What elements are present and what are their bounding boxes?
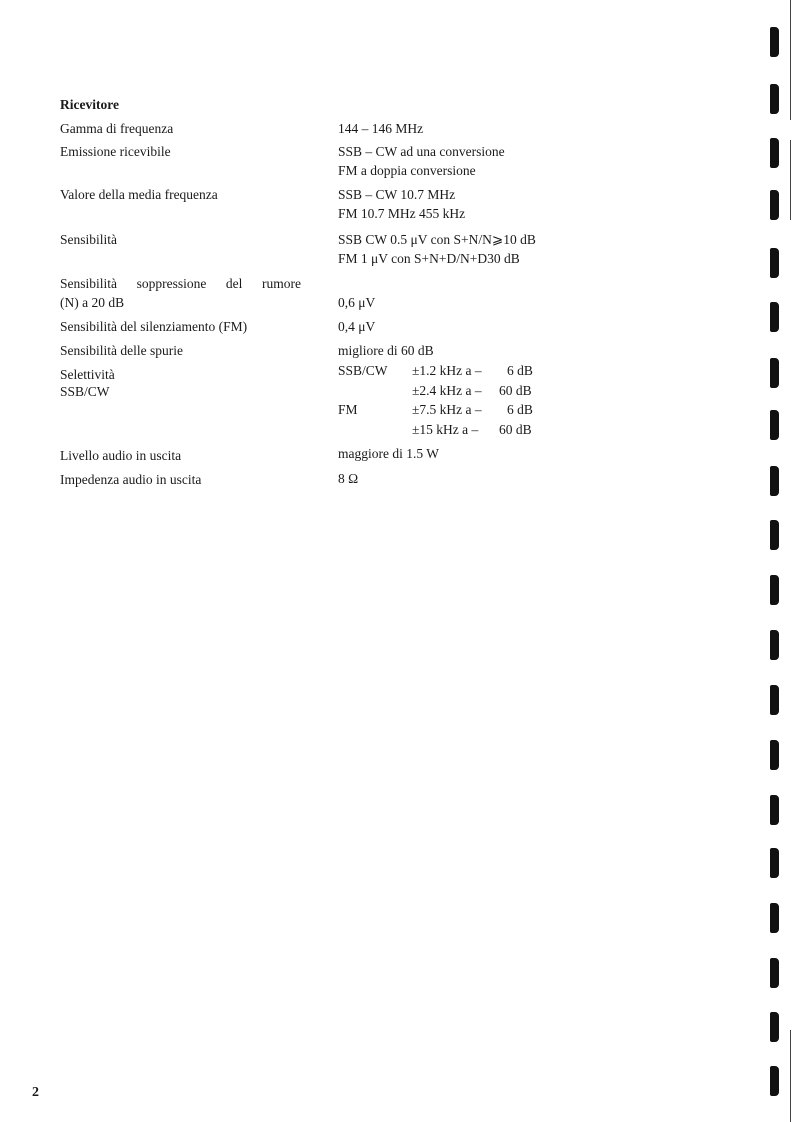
media-value-2: FM 10.7 MHz 455 kHz (338, 206, 466, 221)
selettivita-att-1: 60 dB (499, 383, 532, 398)
media-label: Valore della media frequenza (60, 187, 218, 202)
binding-hole (770, 1012, 779, 1042)
media-value-1: SSB – CW 10.7 MHz (338, 187, 456, 202)
page-edge-line (790, 0, 791, 120)
binding-hole (770, 190, 779, 220)
spurie-label: Sensibilità delle spurie (60, 343, 183, 358)
binding-hole (770, 466, 779, 496)
selettivita-mode-0: SSB/CW (338, 363, 388, 378)
binding-hole (770, 84, 779, 114)
binding-hole (770, 248, 779, 278)
binding-hole (770, 302, 779, 332)
page-number: 2 (32, 1085, 39, 1100)
selettivita-label-2: SSB/CW (60, 384, 110, 399)
soppressione-word-3: del (225, 276, 243, 291)
selettivita-bw-0: ±1.2 kHz a – (412, 363, 482, 378)
soppressione-word-4: rumore (261, 276, 301, 291)
binding-hole (770, 358, 779, 388)
gamma-label: Gamma di frequenza (60, 121, 174, 136)
selettivita-label-1: Selettività (60, 367, 115, 382)
binding-hole (770, 958, 779, 988)
silenziamento-value: 0,4 μV (338, 319, 376, 334)
binding-hole (770, 410, 779, 440)
selettivita-bw-3: ±15 kHz a – (412, 422, 479, 437)
binding-hole (770, 27, 779, 57)
selettivita-att-3: 60 dB (499, 422, 532, 437)
page-edge-line (790, 140, 791, 220)
page-edge-line (790, 1030, 791, 1122)
impedenza-label: Impedenza audio in uscita (60, 472, 202, 487)
binding-strip (762, 0, 793, 1122)
sensibilita-label: Sensibilità (60, 232, 117, 247)
binding-hole (770, 1066, 779, 1096)
section-title: Ricevitore (60, 97, 119, 112)
livello-value: maggiore di 1.5 W (338, 446, 439, 461)
selettivita-mode-2: FM (338, 402, 358, 417)
spurie-value: migliore di 60 dB (338, 343, 434, 358)
sensibilita-value-2: FM 1 μV con S+N+D/N+D30 dB (338, 251, 520, 266)
selettivita-bw-2: ±7.5 kHz a – (412, 402, 482, 417)
livello-label: Livello audio in uscita (60, 448, 182, 463)
binding-hole (770, 795, 779, 825)
selettivita-att-2: 6 dB (507, 402, 533, 417)
binding-hole (770, 520, 779, 550)
soppressione-word-1: Sensibilità (60, 276, 117, 291)
impedenza-value: 8 Ω (338, 471, 359, 486)
sensibilita-value-1: SSB CW 0.5 μV con S+N/N⩾10 dB (338, 232, 536, 247)
binding-hole (770, 138, 779, 168)
soppressione-label-line-1 (60, 275, 301, 293)
binding-hole (770, 630, 779, 660)
binding-hole (770, 685, 779, 715)
soppressione-label-line-2: (N) a 20 dB (60, 295, 125, 310)
binding-hole (770, 575, 779, 605)
emissione-label: Emissione ricevibile (60, 144, 171, 159)
gamma-value: 144 – 146 MHz (338, 121, 424, 136)
emissione-value-2: FM a doppia conversione (338, 163, 476, 178)
binding-hole (770, 848, 779, 878)
selettivita-bw-1: ±2.4 kHz a – (412, 383, 482, 398)
emissione-value-1: SSB – CW ad una conversione (338, 144, 505, 159)
soppressione-word-2: soppressione (136, 276, 207, 291)
selettivita-att-0: 6 dB (507, 363, 533, 378)
binding-hole (770, 903, 779, 933)
soppressione-value: 0,6 μV (338, 295, 376, 310)
binding-hole (770, 740, 779, 770)
silenziamento-label: Sensibilità del silenziamento (FM) (60, 319, 248, 334)
